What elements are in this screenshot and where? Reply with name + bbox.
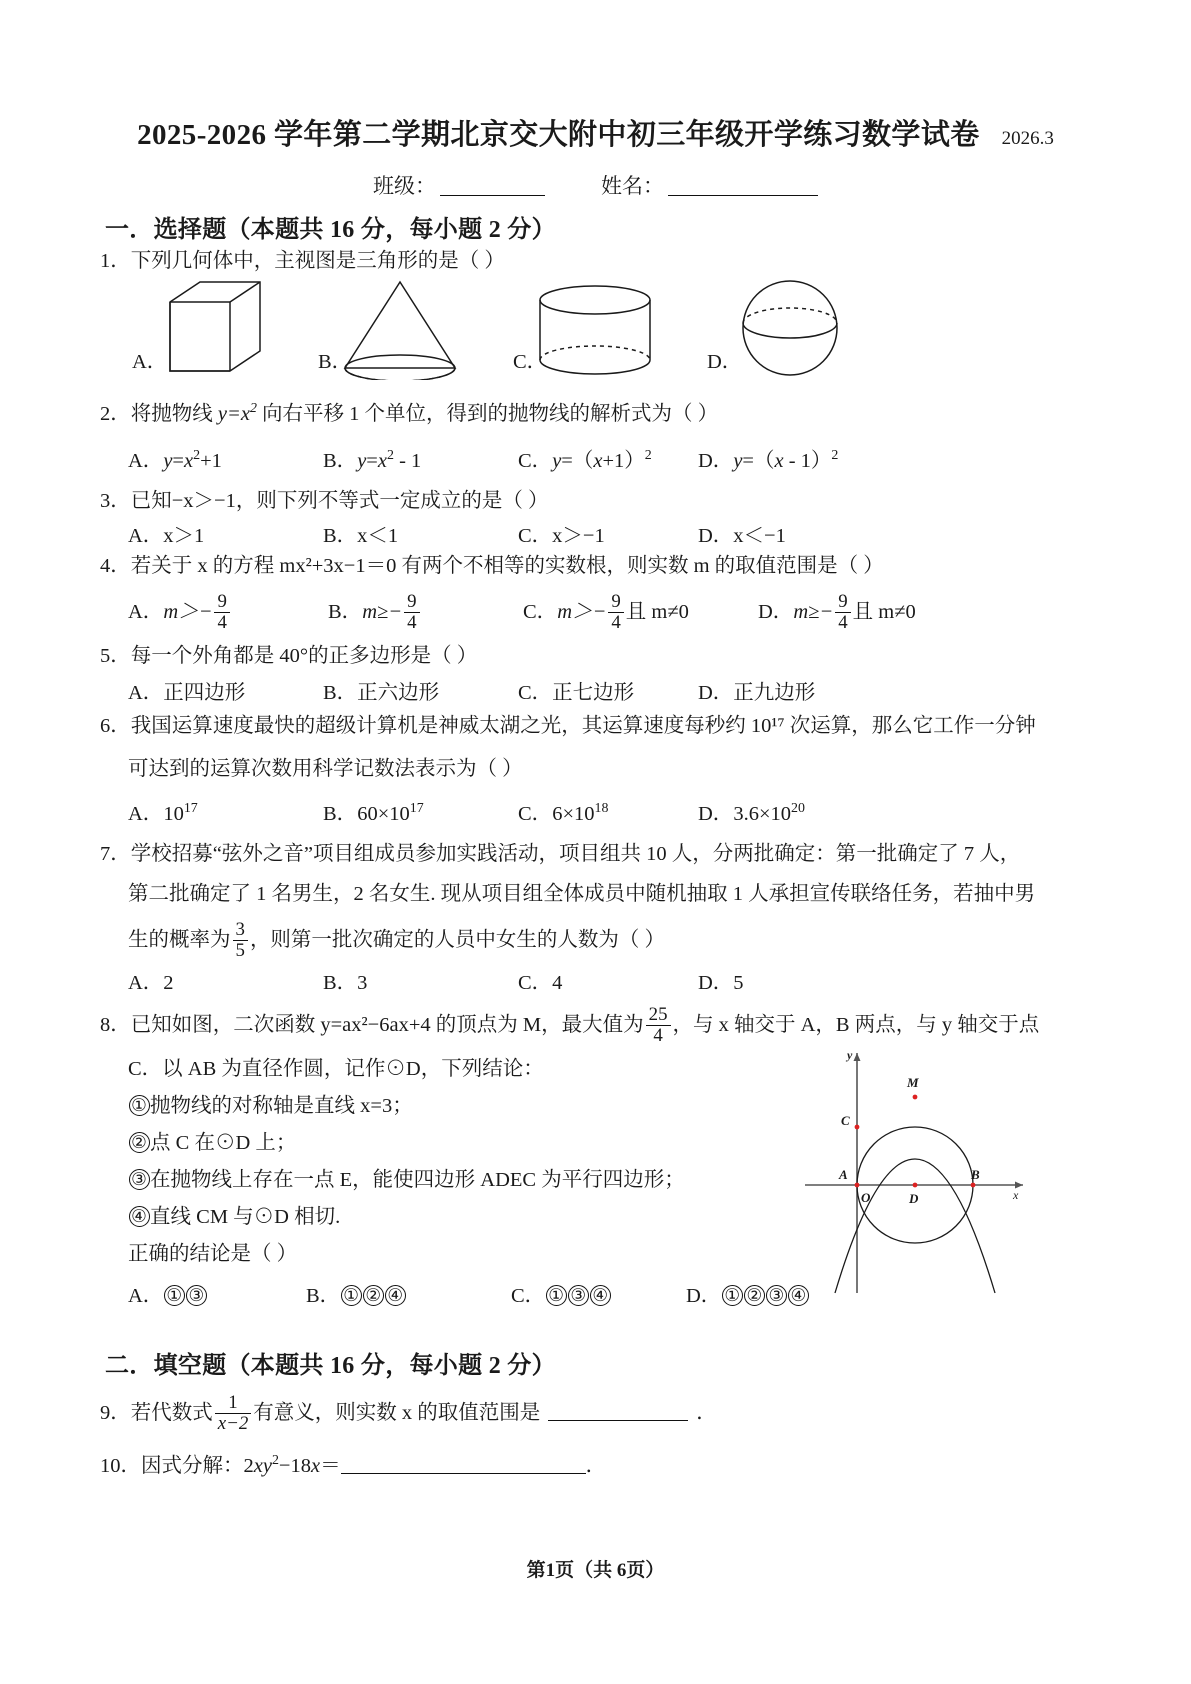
- question-5-body: 每一个外角都是 40°的正多边形是（ ）: [130, 645, 478, 667]
- exam-date: 2026.3: [1001, 128, 1054, 149]
- question-4-option-b[interactable]: B．m≥− $\frac{9}{4}$: [328, 592, 523, 632]
- question-4-number: 4．: [100, 555, 131, 577]
- question-5-option-b[interactable]: B．正六边形: [323, 682, 440, 704]
- question-8-option-d[interactable]: D． ① ② ③ ④: [686, 1278, 809, 1308]
- question-2-option-b[interactable]: B．$y=x^2 - 1$: [323, 448, 422, 472]
- page-title-row: [0, 112, 1191, 153]
- class-input-blank[interactable]: [440, 176, 545, 196]
- question-9-fraction: $\frac{1}{x-2}$: [215, 1393, 252, 1433]
- question-1-text: [100, 245, 800, 278]
- section-heading-fill: 二．填空题（本题共 16 分，每小题 2 分）: [105, 1353, 556, 1379]
- question-3-body: 已知−x＞−1，则下列不等式一定成立的是（ ）: [130, 490, 549, 512]
- question-5-number: 5．: [100, 645, 131, 667]
- question-9-answer-blank[interactable]: [548, 1403, 688, 1421]
- question-2-option-c[interactable]: C．$y=(x+1)^2$: [518, 448, 652, 472]
- question-6-option-b[interactable]: B．$60\times 10^{17}$: [323, 801, 424, 825]
- parabola-circle-diagram-svg: [795, 1035, 1035, 1300]
- question-6-option-a[interactable]: A．$10^{17}$: [128, 801, 198, 825]
- question-7-option-c[interactable]: C．4: [518, 972, 563, 994]
- question-8-statement-3: ③ 在抛物线上存在一点 E，能使四边形 ADEC 为平行四边形；: [128, 1164, 808, 1197]
- question-8-diagram: [795, 1035, 1035, 1300]
- question-2-number: 2．: [100, 403, 131, 425]
- question-3-option-b[interactable]: B．x＜1: [323, 525, 399, 547]
- question-7-line3-pre: 生的概率为: [128, 928, 231, 951]
- question-4-option-a[interactable]: A．m＞− $\frac{9}{4}$: [128, 592, 328, 632]
- section-heading-choice: 一．选择题（本题共 16 分，每小题 2 分）: [105, 217, 556, 243]
- label-y-axis: y: [847, 1048, 853, 1062]
- question-7-line2-wrap: [128, 878, 1138, 911]
- question-3-options: [128, 518, 1028, 548]
- question-9-pre: 若代数式: [130, 1401, 213, 1424]
- question-8-statement-4: ④ 直线 CM 与⊙D 相切.: [128, 1201, 808, 1234]
- question-2-option-d[interactable]: D．y=（x - 1）$^2$: [698, 448, 839, 472]
- question-6-option-d[interactable]: D．$3.6\times 10^{20}$: [698, 801, 805, 825]
- question-1-choice-d[interactable]: D．: [707, 351, 743, 373]
- question-6-line2-wrap: [128, 753, 1128, 786]
- question-6-text: [100, 710, 1100, 743]
- question-7-option-d[interactable]: D．5: [698, 972, 744, 994]
- question-4-option-c[interactable]: C．m＞− $\frac{9}{4}$ 且 m≠0: [523, 591, 689, 633]
- label-M: M: [907, 1075, 919, 1090]
- label-O: O: [861, 1190, 871, 1205]
- question-2-pre: 将抛物线: [130, 403, 218, 425]
- circled-number-1: ①: [129, 1095, 150, 1116]
- question-1-number: 1．: [100, 250, 131, 272]
- circled-number-3: ③: [129, 1169, 150, 1190]
- name-input-blank[interactable]: [668, 176, 818, 196]
- question-9-text: [100, 1393, 1050, 1433]
- question-3-option-c[interactable]: C．x＞−1: [518, 525, 605, 547]
- question-2-options: [128, 443, 1028, 473]
- question-7-options: [128, 965, 1028, 995]
- question-1-choice-c[interactable]: C．: [513, 351, 548, 373]
- question-1-body: 下列几何体中，主视图是三角形的是（ ）: [130, 250, 505, 272]
- question-7-option-b[interactable]: B．3: [323, 972, 368, 994]
- y-axis-arrow: [854, 1053, 861, 1061]
- student-id-row: [0, 170, 1191, 200]
- question-1-figures: [0, 278, 1191, 378]
- question-10-answer-blank[interactable]: [341, 1456, 586, 1474]
- page-title: 2025-2026 学年第二学期北京交大附中初三年级开学练习数学试卷: [137, 119, 980, 151]
- question-8-line2: C．以 AB 为直径作圆，记作⊙D，下列结论：: [128, 1058, 544, 1080]
- question-3-option-a[interactable]: A．x＞1: [128, 525, 205, 547]
- question-8-statement-2: ② 点 C 在⊙D 上；: [128, 1127, 808, 1160]
- question-8-option-a[interactable]: A． ① ③: [128, 1278, 306, 1308]
- question-7-text: [100, 838, 1110, 871]
- question-2-text: [100, 398, 1000, 431]
- label-D: D: [909, 1191, 919, 1206]
- point-D-dot: [913, 1183, 918, 1188]
- label-A: A: [839, 1167, 848, 1182]
- question-7-number: 7．: [100, 843, 131, 865]
- question-9-number: 9．: [100, 1401, 131, 1424]
- question-4-option-d[interactable]: D．m≥− $\frac{9}{4}$ 且 m≠0: [758, 591, 916, 633]
- point-C-dot: [855, 1125, 860, 1130]
- question-1-choice-b[interactable]: B．: [318, 351, 353, 373]
- circled-number-4: ④: [129, 1206, 150, 1227]
- question-8-max-fraction: $\frac{25}{4}$: [646, 1005, 671, 1045]
- question-10-period: ．: [585, 1455, 607, 1477]
- circled-number-2: ②: [129, 1132, 150, 1153]
- question-5-option-c[interactable]: C．正七边形: [518, 682, 635, 704]
- name-label: 姓名：: [601, 174, 664, 198]
- question-8-option-c[interactable]: C． ① ③ ④: [511, 1278, 686, 1308]
- question-4-text: [100, 550, 1050, 583]
- question-3-text: [100, 485, 1000, 518]
- cube-icon: [170, 282, 260, 375]
- question-10-number: 10．: [100, 1455, 141, 1477]
- question-10-pre: 因式分解：$2xy^2-18x=$: [141, 1453, 341, 1477]
- question-10-text: [100, 1450, 1050, 1483]
- label-B: B: [971, 1167, 980, 1182]
- geometric-solids-svg: [0, 278, 1191, 380]
- question-8-line1-post: ，与 x 轴交于 A，B 两点，与 y 轴交于点: [672, 1013, 1040, 1036]
- question-6-option-c[interactable]: C．$6\times 10^{18}$: [518, 801, 609, 825]
- question-5-option-a[interactable]: A．正四边形: [128, 682, 246, 704]
- label-C: C: [841, 1113, 850, 1128]
- cone-icon: [345, 282, 455, 380]
- question-4-options: [128, 592, 1078, 636]
- question-7-line3-wrap: [128, 920, 1138, 960]
- question-3-number: 3．: [100, 490, 131, 512]
- label-x-axis: x: [1013, 1188, 1019, 1202]
- sphere-icon: [743, 281, 837, 375]
- question-6-options: [128, 796, 1078, 826]
- question-8-number: 8．: [100, 1013, 131, 1036]
- question-2-post: 向右平移 1 个单位，得到的抛物线的解析式为（ ）: [256, 403, 719, 425]
- question-9-post: 有意义，则实数 x 的取值范围是: [253, 1401, 541, 1424]
- question-7-line2: 第二批确定了 1 名男生，2 名女生. 现从项目组全体成员中随机抽取 1 人承担宣传联络任务，若抽中男: [128, 883, 1036, 905]
- point-M-dot: [913, 1095, 918, 1100]
- question-8-option-b[interactable]: B． ① ② ④: [306, 1278, 511, 1308]
- class-label: 班级：: [373, 174, 436, 198]
- point-A-dot: [855, 1183, 860, 1188]
- question-7-line1: 学校招募“弦外之音”项目组成员参加实践活动，项目组共 10 人，分两批确定：第一批确定了 7 人，: [130, 843, 1021, 865]
- question-8-line1-pre: 已知如图，二次函数 y=ax²−6ax+4 的顶点为 M，最大值为: [130, 1013, 644, 1036]
- page-footer: 第1页（共 6页）: [526, 1560, 665, 1581]
- cylinder-icon: [540, 286, 650, 374]
- question-4-body: 若关于 x 的方程 mx²+3x−1＝0 有两个不相等的实数根，则实数 m 的取值范围是（ ）: [130, 555, 884, 577]
- question-3-option-d[interactable]: D．x＜−1: [698, 525, 786, 547]
- question-5-options: [128, 675, 1028, 705]
- question-6-line1: 我国运算速度最快的超级计算机是神威太湖之光，其运算速度每秒约 10¹⁷ 次运算，那么它工作一分钟: [130, 715, 1036, 737]
- question-8-ask: 正确的结论是（ ）: [128, 1243, 298, 1265]
- question-5-option-d[interactable]: D．正九边形: [698, 682, 816, 704]
- question-2-expression: $y=x^2$: [217, 401, 257, 425]
- question-8-statement-1: ① 抛物线的对称轴是直线 x=3；: [128, 1090, 808, 1123]
- point-B-dot: [971, 1183, 976, 1188]
- question-1-choice-a[interactable]: A．: [132, 351, 168, 373]
- question-7-line3-post: ，则第一批次确定的人员中女生的人数为（ ）: [249, 928, 666, 951]
- question-7-probability-fraction: $\frac{3}{5}$: [233, 920, 248, 960]
- question-2-option-a[interactable]: A．$y=x^2+1$: [128, 448, 222, 472]
- question-7-option-a[interactable]: A．2: [128, 972, 174, 994]
- question-6-line2: 可达到的运算次数用科学记数法表示为（ ）: [128, 758, 523, 780]
- question-5-text: [100, 640, 1000, 673]
- question-9-period: ．: [696, 1401, 717, 1424]
- question-8-line2-wrap: [128, 1053, 808, 1086]
- question-6-number: 6．: [100, 715, 131, 737]
